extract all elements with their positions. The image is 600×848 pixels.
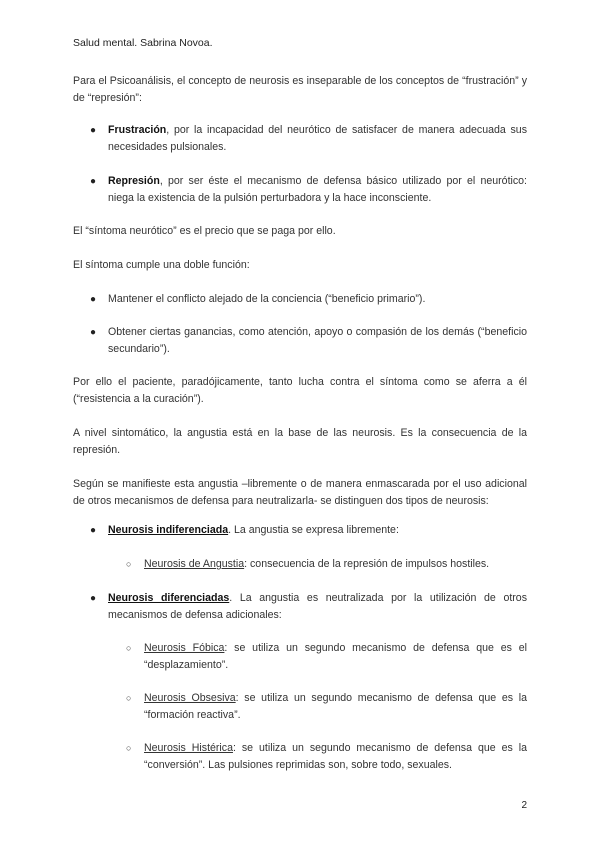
sub-text: : se utiliza un segundo mecanismo de defensa que es el “desplazamiento”. xyxy=(144,642,527,671)
function-item-secondary: Obtener ciertas ganancias, como atención, apoyo o compasión de los demás (“beneficio secundario”). xyxy=(108,326,527,355)
sub-text: : se utiliza un segundo mecanismo de defensa que es la “formación reactiva”. xyxy=(144,692,527,721)
circle-bullet: ○ xyxy=(126,743,132,753)
concept-term: Represión xyxy=(108,175,160,187)
sub-term: Neurosis de Angustia xyxy=(144,558,245,570)
symptom-paragraph: El “síntoma neurótico” es el precio que se paga por ello. xyxy=(73,225,336,237)
phobic-neurosis-item xyxy=(144,640,527,674)
sub-text: : consecuencia de la represión de impulsos hostiles. xyxy=(244,558,490,570)
page-header: Salud mental. Sabrina Novoa. xyxy=(73,37,213,49)
anxiety-neurosis-item xyxy=(144,556,527,573)
anxiety-paragraph: A nivel sintomático, la angustia está en la base de las neurosis. Es la consecuencia de la represión. xyxy=(73,427,527,456)
bullet-dot: ● xyxy=(90,593,97,604)
hysterical-neurosis-item xyxy=(144,740,527,774)
neurosis-type-text: . La angustia es neutralizada por la utilización de otros mecanismos de defensa adicionales: xyxy=(108,592,527,621)
function-paragraph: El síntoma cumple una doble función: xyxy=(73,259,250,271)
bullet-dot: ● xyxy=(90,525,97,536)
page-number: 2 xyxy=(521,800,527,811)
neurosis-type-text: . La angustia se expresa libremente: xyxy=(228,524,399,536)
concept-item-repression xyxy=(108,173,527,207)
bullet-dot: ● xyxy=(90,294,97,305)
circle-bullet: ○ xyxy=(126,643,132,653)
obsessive-neurosis-item xyxy=(144,690,527,724)
sub-term: Neurosis Fóbica xyxy=(144,642,225,654)
concept-text: , por la incapacidad del neurótico de satisfacer de manera adecuada sus necesidades pulsionales. xyxy=(108,124,527,153)
neurosis-type-term: Neurosis indiferenciada xyxy=(108,524,229,536)
concept-text: , por ser éste el mecanismo de defensa básico utilizado por el neurótico: niega la existencia de la pulsión perturbadora y la hace inconsciente. xyxy=(108,175,527,204)
bullet-dot: ● xyxy=(90,125,97,136)
circle-bullet: ○ xyxy=(126,693,132,703)
concept-term: Frustración xyxy=(108,124,167,136)
differentiated-item xyxy=(108,590,527,624)
sub-term: Neurosis Obsesiva xyxy=(144,692,236,704)
bullet-dot: ● xyxy=(90,327,97,338)
types-paragraph: Según se manifieste esta angustia –libremente o de manera enmascarada por el uso adicional de otros mecanismos de defensa para neutralizarla- se distinguen dos tipos de neurosis: xyxy=(73,478,527,507)
intro-paragraph: Para el Psicoanálisis, el concepto de neurosis es inseparable de los conceptos de “frustración” y de “represión”: xyxy=(73,75,527,104)
sub-term: Neurosis Histérica xyxy=(144,742,233,754)
concept-item-frustration xyxy=(108,122,527,156)
sub-text: : se utiliza un segundo mecanismo de defensa que es la “conversión”. Las pulsiones reprimidas son, sobre todo, sexuales. xyxy=(144,742,527,771)
bullet-dot: ● xyxy=(90,176,97,187)
function-item-primary: Mantener el conflicto alejado de la conciencia (“beneficio primario”). xyxy=(108,293,426,305)
undifferentiated-item xyxy=(108,522,527,539)
neurosis-type-term: Neurosis diferenciadas xyxy=(108,592,230,604)
paradox-paragraph: Por ello el paciente, paradójicamente, tanto lucha contra el síntoma como se aferra a él (“resistencia a la curación”). xyxy=(73,376,527,405)
circle-bullet: ○ xyxy=(126,559,132,569)
